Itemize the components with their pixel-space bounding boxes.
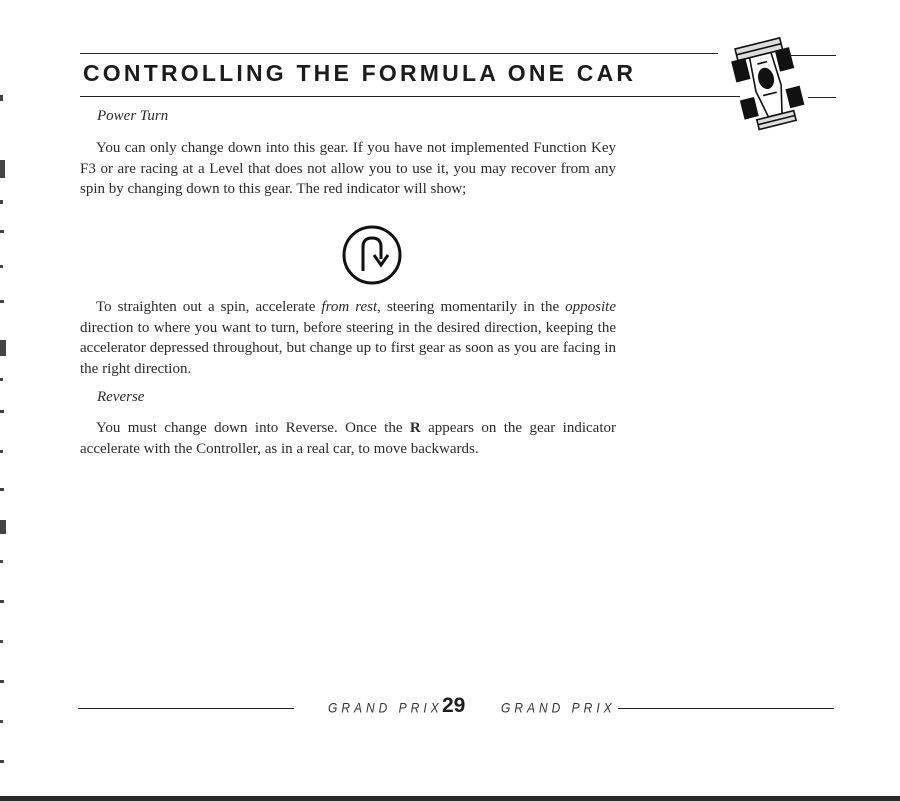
formula-one-car-icon	[722, 32, 814, 132]
header-top-rule	[80, 53, 718, 54]
footer-right-label: GRAND PRIX	[501, 699, 616, 717]
reverse-text-c: appears on the gear indicator accelerate with the Controller, as in a real car, to move backwards.	[80, 420, 616, 457]
power-turn-heading: Power Turn	[97, 108, 169, 124]
binding-edge-marks	[0, 0, 8, 801]
from-rest-emphasis: from rest,	[321, 299, 381, 315]
spin-text-e: direction to where you want to turn, before steering in the desired direction, keeping the accelerator depressed throughout, but change up to first gear as soon as you are facing in the right direction.	[80, 319, 616, 377]
page-number: 29	[442, 694, 466, 717]
u-turn-indicator-icon	[341, 224, 403, 286]
spin-text-a: To straighten out a spin, accelerate	[96, 299, 322, 315]
reverse-text-a: You must change down into Reverse. Once the	[96, 420, 410, 436]
spin-text-c: steering momentarily in the	[380, 299, 566, 315]
page-bottom-edge	[0, 796, 900, 801]
power-turn-text-1: You can only change down into this gear. If you have not implemented Function Key F3 or are racing at a Level that does not allow you to use it, you may recover from any spin by changing down to this gear. The red indicator will show;	[80, 140, 616, 197]
opposite-emphasis: opposite	[565, 299, 616, 315]
reverse-heading: Reverse	[97, 389, 145, 405]
reverse-paragraph	[80, 418, 616, 459]
power-turn-paragraph-2	[80, 297, 616, 379]
footer-right-rule	[618, 708, 834, 709]
header-bottom-rule	[80, 96, 740, 97]
power-turn-paragraph-1	[80, 138, 616, 200]
page-title: CONTROLLING THE FORMULA ONE CAR	[83, 60, 637, 86]
footer-left-rule	[78, 708, 294, 709]
reverse-gear-letter: R	[409, 420, 421, 436]
footer-left-label: GRAND PRIX	[328, 699, 443, 717]
